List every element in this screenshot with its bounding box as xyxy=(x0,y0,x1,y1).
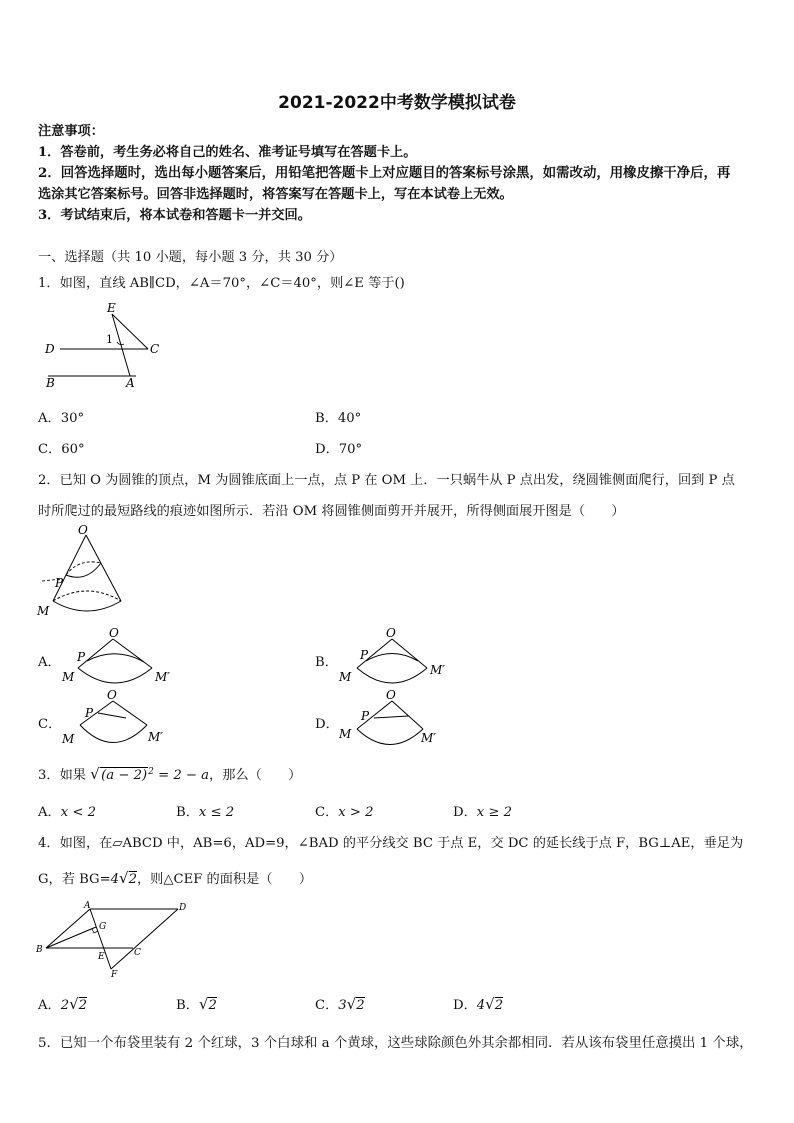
label-O: O xyxy=(78,523,88,537)
q2-option-c-figure xyxy=(60,688,180,750)
label-M-prime: M′ xyxy=(421,731,437,745)
question-2-stem: 2．已知 O 为圆锥的顶点，M 为圆锥底面上一点，点 P 在 OM 上．一只蜗牛从 P 点出发，绕圆锥侧面爬行，回到 P 点 xyxy=(38,473,735,488)
label-P: P xyxy=(361,709,370,723)
label-M-prime: M′ xyxy=(148,730,164,744)
q3-option-d[interactable] xyxy=(453,801,512,820)
q2-option-d[interactable]: D． xyxy=(315,717,339,732)
q4-option-b[interactable]: B．√2 xyxy=(176,995,217,1013)
q2-option-a-figure xyxy=(60,626,180,688)
q4-prefix: G，若 BG= xyxy=(38,872,111,887)
section-heading: 一、选择题（共 10 小题，每小题 3 分，共 30 分） xyxy=(38,250,343,265)
label-E: E xyxy=(98,952,105,962)
label-O: O xyxy=(386,688,396,702)
q1-option-d[interactable]: D．70° xyxy=(315,442,363,457)
option-letter: A． xyxy=(38,998,61,1013)
label-M: M xyxy=(37,604,50,618)
q4-option-c[interactable]: C．3√2 xyxy=(315,995,365,1013)
label-A: A xyxy=(84,901,91,911)
option-letter: B． xyxy=(176,805,199,820)
label-M: M xyxy=(62,732,75,746)
question-3-stem xyxy=(38,764,301,783)
option-expr: x ≤ 2 xyxy=(198,805,235,820)
option-radicand: 2 xyxy=(494,998,504,1013)
question-5-stem: 5．已知一个布袋里装有 2 个红球，3 个白球和 a 个黄球，这些球除颜色外其余都相同．若从该布袋里任意摸出 1 个球， xyxy=(38,1036,753,1051)
q2-option-b-figure xyxy=(337,626,457,688)
note-item: 2．回答选择题时，选出每小题答案后，用铅笔把答题卡上对应题目的答案标号涂黑，如需改动，用橡皮擦干净后，再 xyxy=(38,165,731,181)
option-expr: x > 2 xyxy=(338,805,374,820)
question-4-stem: G，若 BG=4√2，则△CEF 的面积是（ ） xyxy=(38,869,313,887)
label-M: M xyxy=(339,727,352,741)
label-P: P xyxy=(55,576,64,590)
option-letter: B． xyxy=(176,998,199,1013)
q1-option-c[interactable]: C．60° xyxy=(38,442,85,457)
label-P: P xyxy=(85,706,94,720)
label-O: O xyxy=(109,626,119,640)
note-item: 3．考试结束后，将本试卷和答题卡一并交回。 xyxy=(38,208,311,223)
label-P: P xyxy=(77,650,86,664)
question-4-stem: 4．如图，在▱ABCD 中，AB=6，AD=9，∠BAD 的平分线交 BC 于点 E，交 DC 的延长线于点 F，BG⊥AE，垂足为 xyxy=(38,836,744,851)
q1-figure xyxy=(40,298,170,390)
label-C: C xyxy=(134,948,141,958)
q1-option-a[interactable]: A．30° xyxy=(38,411,85,426)
q4-option-d[interactable]: D．4√2 xyxy=(453,995,504,1013)
label-D: D xyxy=(179,903,187,913)
q3-exponent: 2 xyxy=(148,766,154,777)
q3-rhs: = 2 − a xyxy=(158,768,210,783)
notes-heading: 注意事项： xyxy=(38,124,104,139)
label-D: D xyxy=(45,342,55,356)
label-O: O xyxy=(107,688,117,702)
option-coef: 2 xyxy=(60,998,70,1013)
q4-parallelogram-figure xyxy=(34,898,194,980)
label-E: E xyxy=(107,301,116,315)
q2-option-a[interactable]: A． xyxy=(38,655,61,670)
option-radicand: 2 xyxy=(78,998,88,1013)
option-letter: D． xyxy=(453,805,477,820)
label-M: M xyxy=(62,670,75,684)
note-item: 1．答卷前，考生务必将自己的姓名、准考证号填写在答题卡上。 xyxy=(38,145,417,160)
label-O: O xyxy=(386,626,396,640)
label-M: M xyxy=(339,670,352,684)
option-coef: 3 xyxy=(338,998,347,1013)
q3-radical: √ $(a - 2)^2$ xyxy=(90,764,154,783)
option-radicand: 2 xyxy=(208,998,217,1013)
q2-cone-figure xyxy=(34,523,134,623)
label-G: G xyxy=(99,922,107,932)
option-letter: C． xyxy=(315,998,339,1013)
label-A: A xyxy=(126,376,135,390)
label-B: B xyxy=(36,945,43,955)
question-1-stem: 1．如图，直线 AB∥CD，∠A＝70°，∠C＝40°，则∠E 等于() xyxy=(38,276,405,291)
q3-prefix: 3．如果 xyxy=(38,768,86,783)
q3-option-c[interactable] xyxy=(315,801,374,820)
note-item: 选涂其它答案标号。回答非选择题时，将答案写在答题卡上，写在本试卷上无效。 xyxy=(38,187,513,202)
q4-coef: 4 xyxy=(110,872,120,887)
label-M-prime: M′ xyxy=(155,670,171,684)
option-expr: x < 2 xyxy=(60,805,96,820)
q3-option-a[interactable] xyxy=(38,801,96,820)
option-coef: 4 xyxy=(476,998,486,1013)
label-C: C xyxy=(150,342,160,356)
q4-option-a[interactable]: A．2√2 xyxy=(38,995,88,1013)
q4-radicand: 2 xyxy=(128,872,137,887)
label-M-prime: M′ xyxy=(430,663,446,677)
page-title: 2021-2022中考数学模拟试卷 xyxy=(278,93,516,113)
label-P: P xyxy=(360,648,369,662)
q3-option-b[interactable] xyxy=(176,801,234,820)
label-F: F xyxy=(111,970,118,980)
angle-1-label: 1 xyxy=(106,333,113,346)
option-letter: D． xyxy=(453,998,477,1013)
label-B: B xyxy=(46,376,55,390)
option-expr: x ≥ 2 xyxy=(476,805,513,820)
q1-option-b[interactable]: B．40° xyxy=(315,411,362,426)
option-radicand: 2 xyxy=(356,998,365,1013)
q2-option-d-figure xyxy=(337,688,457,750)
q3-suffix: ，那么（ ） xyxy=(209,768,302,783)
question-2-stem: 时所爬过的最短路线的痕迹如图所示．若沿 OM 将圆锥侧面剪开并展开，所得侧面展开图是（ ） xyxy=(38,504,625,519)
q2-option-c[interactable]: C． xyxy=(38,717,62,732)
option-letter: C． xyxy=(315,805,339,820)
q2-option-b[interactable]: B． xyxy=(315,655,338,670)
q4-suffix: ，则△CEF 的面积是（ ） xyxy=(136,872,313,887)
option-letter: A． xyxy=(38,805,61,820)
q3-radicand: (a − 2) xyxy=(101,768,148,783)
